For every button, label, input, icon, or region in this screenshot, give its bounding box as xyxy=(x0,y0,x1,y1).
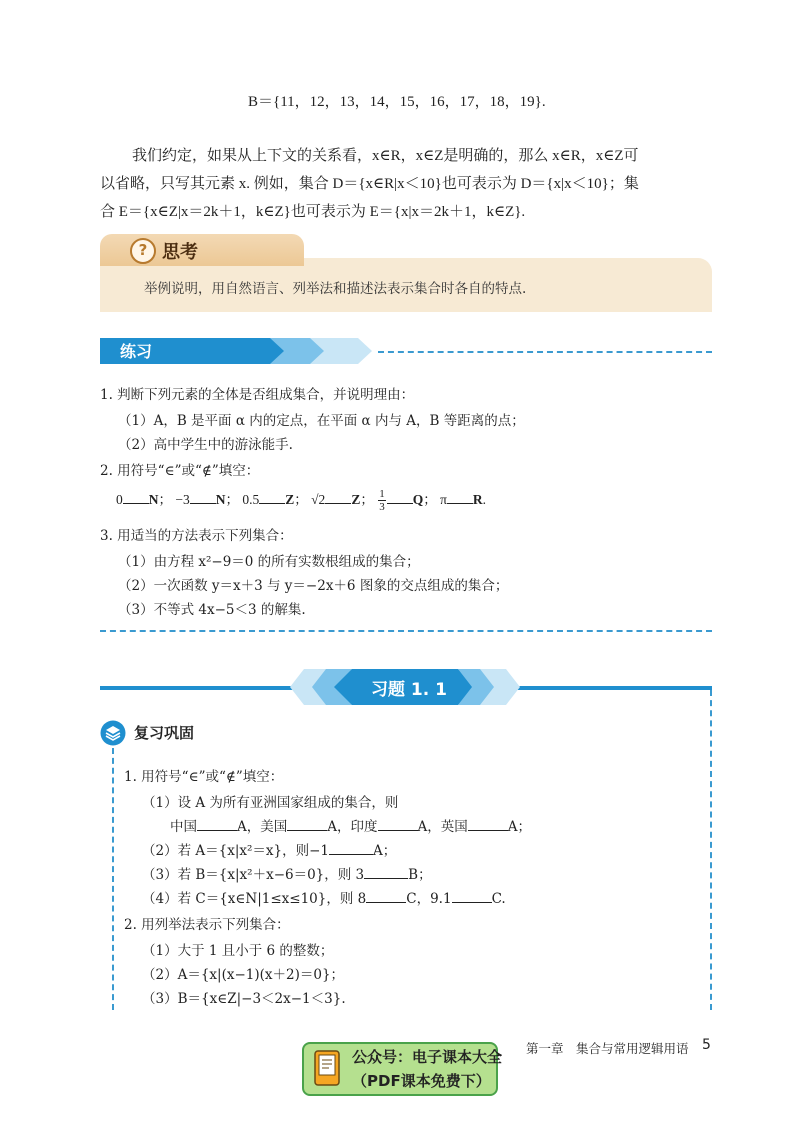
review-dash-right xyxy=(710,690,712,1010)
practice-q3-3: （3）不等式 4x−5＜3 的解集. xyxy=(118,602,306,618)
country-china: 中国 xyxy=(170,819,197,835)
separator: ； xyxy=(360,492,374,507)
exercise-q1-2-end: A； xyxy=(373,843,397,859)
answer-blank[interactable] xyxy=(190,491,216,504)
answer-blank[interactable] xyxy=(378,818,418,831)
answer-blank[interactable] xyxy=(329,842,373,855)
review-dash-left xyxy=(112,748,114,1010)
item-pi: π xyxy=(440,492,447,507)
separator: ； xyxy=(423,492,437,507)
answer-blank[interactable] xyxy=(364,866,408,879)
exercise-q2-1: （1）大于 1 且小于 6 的整数； xyxy=(142,943,334,959)
set-b-line: B＝{11，12，13，14，15，16，17，18，19}. xyxy=(248,94,546,110)
exercise-q1-4 xyxy=(142,887,506,907)
set-symbol: Q xyxy=(412,492,424,507)
practice-q3-1: （1）由方程 x²−9＝0 的所有实数根组成的集合； xyxy=(118,554,420,570)
watermark-line-2: （PDF课本免费下） xyxy=(352,1072,491,1090)
practice-q1-1: （1）A，B 是平面 α 内的定点，在平面 α 内与 A，B 等距离的点； xyxy=(118,413,525,429)
convention-line-1: 我们约定，如果从上下文的关系看，x∈R，x∈Z是明确的，那么 x∈R，x∈Z可 xyxy=(132,148,639,164)
set-symbol: N xyxy=(148,492,159,507)
set-symbol: Z xyxy=(351,492,361,507)
convention-line-3: 合 E＝{x∈Z|x＝2k＋1，k∈Z}也可表示为 E＝{x|x＝2k＋1，k∈Z}. xyxy=(100,204,526,220)
set-a-end: A； xyxy=(507,819,531,835)
exercise-q1-2-text: （2）若 A＝{x|x²＝x}，则−1 xyxy=(142,843,330,859)
exercise-q1: 1. 用符号“∈”或“∉”填空： xyxy=(124,769,284,785)
exercise-q2-2: （2）A＝{x|(x−1)(x＋2)＝0}； xyxy=(142,967,345,983)
exercise-q1-3-text: （3）若 B＝{x|x²＋x−6＝0}，则 3 xyxy=(142,867,365,883)
convention-line-2: 以省略，只写其元素 x. 例如，集合 D＝{x∈R|x＜10}也可表示为 D＝{x|x＜10}；集 xyxy=(100,176,639,192)
country-india: A，印度 xyxy=(327,819,378,835)
item-half: 0.5 xyxy=(242,492,260,507)
item-zero: 0 xyxy=(116,492,123,507)
country-usa: A，美国 xyxy=(237,819,288,835)
exercise-q1-4-mid: C，9.1 xyxy=(406,891,452,907)
answer-blank[interactable] xyxy=(123,491,149,504)
exercise-q1-4-text: （4）若 C＝{x∈N|1≤x≤10}，则 8 xyxy=(142,891,367,907)
page-number: 5 xyxy=(702,1037,711,1053)
separator: . xyxy=(482,492,487,507)
think-text: 举例说明，用自然语言、列举法和描述法表示集合时各自的特点. xyxy=(144,281,527,297)
practice-dash-bottom xyxy=(100,630,712,632)
answer-blank[interactable] xyxy=(197,818,237,831)
exercise-q2-3: （3）B＝{x∈Z|−3＜2x−1＜3}. xyxy=(142,991,346,1007)
exercise-rule-right xyxy=(512,686,712,690)
footer-chapter: 第一章 集合与常用逻辑用语 xyxy=(526,1041,689,1056)
fraction-numerator: 1 xyxy=(379,488,385,501)
practice-q1-2: （2）高中学生中的游泳能手. xyxy=(118,437,293,453)
practice-q2-fill-line xyxy=(116,488,486,513)
book-icon xyxy=(314,1050,340,1086)
question-icon: ? xyxy=(130,238,156,264)
answer-blank[interactable] xyxy=(325,491,351,504)
set-symbol: N xyxy=(215,492,226,507)
answer-blank[interactable] xyxy=(287,818,327,831)
set-symbol: Z xyxy=(285,492,295,507)
item-neg-three: −3 xyxy=(175,492,190,507)
fraction-denominator: 3 xyxy=(379,501,385,514)
exercise-q1-1-fill xyxy=(170,815,531,835)
review-section-title: 复习巩固 xyxy=(134,724,195,742)
item-sqrt-two: √2 xyxy=(311,492,326,507)
practice-q3-2: （2）一次函数 y＝x＋3 与 y＝−2x＋6 图象的交点组成的集合； xyxy=(118,578,509,594)
country-uk: A，英国 xyxy=(417,819,468,835)
think-title: 思考 xyxy=(162,242,198,263)
practice-q3: 3. 用适当的方法表示下列集合： xyxy=(100,528,293,544)
watermark-line-1: 公众号：电子课本大全 xyxy=(352,1048,503,1066)
answer-blank[interactable] xyxy=(366,890,406,903)
set-symbol: R xyxy=(472,492,483,507)
separator: ； xyxy=(294,492,308,507)
practice-title: 练习 xyxy=(120,342,153,361)
exercise-rule-left xyxy=(100,686,296,690)
answer-blank[interactable] xyxy=(259,491,285,504)
separator: ； xyxy=(158,492,172,507)
answer-blank[interactable] xyxy=(468,818,508,831)
answer-blank[interactable] xyxy=(387,491,413,504)
answer-blank[interactable] xyxy=(452,890,492,903)
practice-q1: 1. 判断下列元素的全体是否组成集合，并说明理由： xyxy=(100,387,415,403)
exercise-q2: 2. 用列举法表示下列集合： xyxy=(124,917,290,933)
exercise-q1-1: （1）设 A 为所有亚洲国家组成的集合，则 xyxy=(142,795,399,811)
answer-blank[interactable] xyxy=(447,491,473,504)
practice-q2: 2. 用符号“∈”或“∉”填空： xyxy=(100,463,260,479)
exercise-q1-3-end: B； xyxy=(408,867,432,883)
fraction-one-third xyxy=(378,488,386,513)
layers-icon xyxy=(100,720,126,746)
exercise-title: 习题 1. 1 xyxy=(371,680,447,700)
exercise-q1-3 xyxy=(142,863,432,883)
exercise-q1-4-end: C. xyxy=(491,891,506,907)
separator: ； xyxy=(225,492,239,507)
exercise-q1-2 xyxy=(142,839,396,859)
practice-dash-top xyxy=(378,351,712,353)
